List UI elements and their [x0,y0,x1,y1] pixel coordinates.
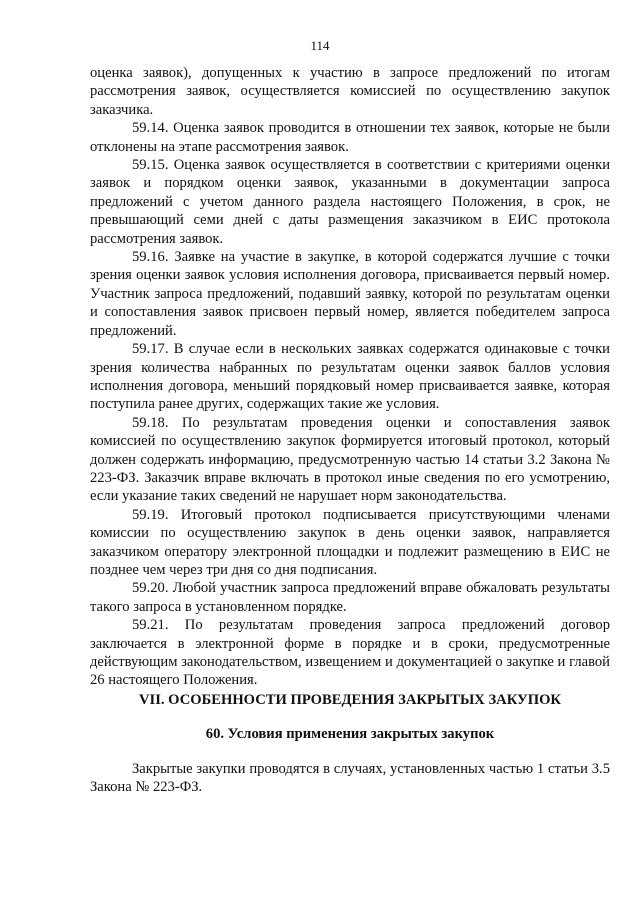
paragraph-59-21: 59.21. По результатам проведения запроса предложений договор заключается в электронной форме в порядке и в сроки, предусмотренные действующим законодательством, извещением и документацией о закупке и главой 26 настоящего Положения. [90,617,610,689]
page-number: 114 [310,38,330,53]
paragraph-59-20: 59.20. Любой участник запроса предложений вправе обжаловать результаты такого запроса в установленном порядке. [90,580,610,615]
paragraph-59-18: 59.18. По результатам проведения оценки и сопоставления заявок комиссией по осуществлению закупок формируется итоговый протокол, который должен содержать информацию, предусмотренную частью 14 статьи 3.2 Закона № 223-ФЗ. Заказчик вправе включать в протокол иные сведения по его усмотрению, если указание таких сведений не нарушает норм законодательства. [90,414,610,505]
paragraph-closed-procurement: Закрытые закупки проводятся в случаях, установленных частью 1 статьи 3.5 Закона № 223-ФЗ. [90,761,610,796]
paragraph-59-15: 59.15. Оценка заявок осуществляется в соответствии с критериями оценки заявок и порядком оценки заявок, указанными в документации запроса предложений с учетом данного раздела настоящего Положения, в срок, не превышающий семи дней с даты размещения заказчиком в ЕИС протокола рассмотрения заявок. [90,157,610,247]
paragraph-59-14: 59.14. Оценка заявок проводится в отношении тех заявок, которые не были отклонены на этапе рассмотрения заявок. [90,120,610,155]
paragraph-59-19: 59.19. Итоговый протокол подписывается присутствующими членами комиссии по осуществлению закупок в день оценки заявок, направляется заказчиком оператору электронной площадки и подлежит размещению в ЕИС не позднее чем через три дня со дня подписания. [90,506,610,578]
section-title: VII. ОСОБЕННОСТИ ПРОВЕДЕНИЯ ЗАКРЫТЫХ ЗАКУПОК [138,692,561,708]
subsection-title: 60. Условия применения закрытых закупок [205,726,495,742]
paragraph-59-16: 59.16. Заявке на участие в закупке, в которой содержатся лучшие с точки зрения оценки заявок условия исполнения договора, присваивается первый номер. Участник запроса предложений, подавший заявку, которой по результатам оценки и сопоставления заявок присвоен первый номер, является победителем запроса предложений. [90,249,610,339]
paragraph-59-17: 59.17. В случае если в нескольких заявках содержатся одинаковые с точки зрения количества набранных по результатам оценки заявок баллов условия исполнения договора, меньший порядковый номер присваивается заявке, которая поступила ранее других, содержащих такие же условия. [90,341,610,413]
paragraph-continuation: оценка заявок), допущенных к участию в запросе предложений по итогам рассмотрения заявок, осуществляется комиссией по осуществлению закупок заказчика. [90,65,610,118]
body-text [90,64,610,690]
